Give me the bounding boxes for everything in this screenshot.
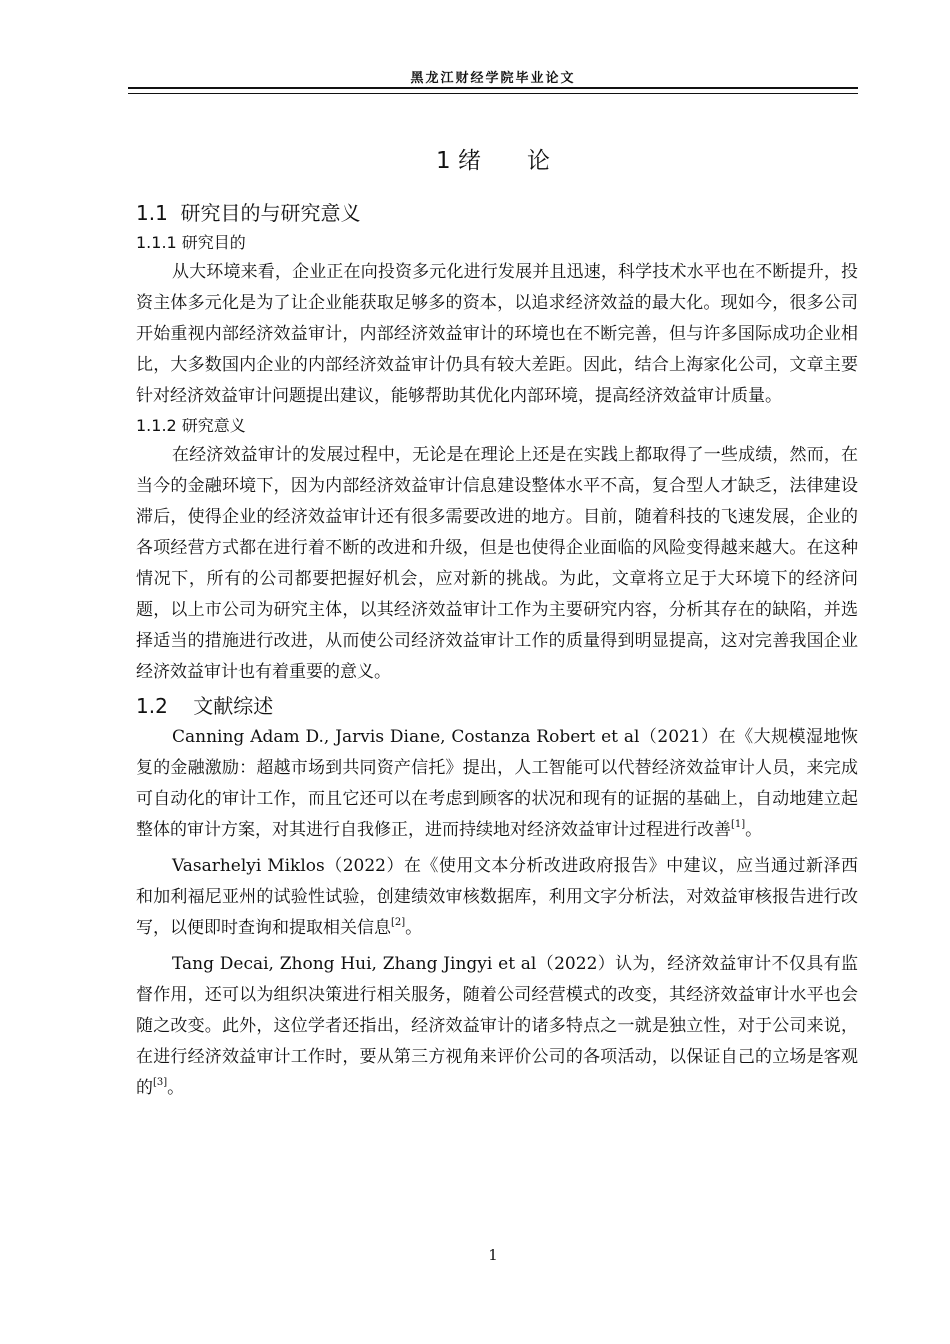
section-heading-1-2: 1.2 文献综述 (136, 694, 274, 718)
citation-ref[interactable]: [2] (391, 917, 406, 928)
sentence-end: 。 (167, 1078, 185, 1098)
literature-text: Canning Adam D., Jarvis Diane, Costanza Robert et al（2021）在《大规模湿地恢复的金融激励：超越市场到共同资产信托》提出，人工智能可以代替经济效益审计人员，来完成可自动化的审计工作，而且它还可以在考虑到顾客的状况和现有的证据的基础上，自动地建立起整体的审计方案，对其进行自我修正，进而持续地对经济效益审计过程进行改善 (136, 727, 858, 840)
sentence-end: 。 (745, 820, 763, 840)
running-header: 黑龙江财经学院毕业论文 (410, 71, 576, 86)
literature-text: Vasarhelyi Miklos（2022）在《使用文本分析改进政府报告》中建议，应当通过新泽西和加利福尼亚州的试验性试验，创建绩效审核数据库，利用文字分析法，对效益审核报告进行改写，以便即时查询和提取相关信息 (136, 856, 858, 938)
header-divider (128, 87, 858, 94)
citation-ref[interactable]: [3] (153, 1077, 168, 1088)
paragraph-literature-2 (136, 851, 858, 944)
literature-text: Tang Decai, Zhong Hui, Zhang Jingyi et al（2022）认为，经济效益审计不仅具有监督作用，还可以为组织决策进行相关服务，随着公司经营模式的改变，其经济效益审计水平也会随之改变。此外，这位学者还指出，经济效益审计的诸多特点之一就是独立性，对于公司来说，在进行经济效益审计工作时，要从第三方视角来评价公司的各项活动，以保证自己的立场是客观的 (136, 954, 858, 1098)
paragraph-research-purpose: 从大环境来看，企业正在向投资多元化进行发展并且迅速，科学技术水平也在不断提升，投资主体多元化是为了让企业能获取足够多的资本，以追求经济效益的最大化。现如今，很多公司开始重视内部经济效益审计，内部经济效益审计的环境也在不断完善，但与许多国际成功企业相比，大多数国内企业的内部经济效益审计仍具有较大差距。因此，结合上海家化公司，文章主要针对经济效益审计问题提出建议，能够帮助其优化内部环境，提高经济效益审计质量。 (136, 262, 858, 406)
sentence-end: 。 (405, 918, 423, 938)
page-number: 1 (488, 1246, 498, 1264)
citation-ref[interactable]: [1] (731, 819, 746, 830)
paragraph-research-significance: 在经济效益审计的发展过程中，无论是在理论上还是在实践上都取得了一些成绩，然而，在当今的金融环境下，因为内部经济效益审计信息建设整体水平不高，复合型人才缺乏，法律建设滞后，使得企业的经济效益审计还有很多需要改进的地方。目前，随着科技的飞速发展，企业的各项经营方式都在进行着不断的改进和升级，但是也使得企业面临的风险变得越来越大。在这种情况下，所有的公司都要把握好机会，应对新的挑战。为此，文章将立足于大环境下的经济问题，以上市公司为研究主体，以其经济效益审计工作为主要研究内容，分析其存在的缺陷，并选择适当的措施进行改进，从而使公司经济效益审计工作的质量得到明显提高，这对完善我国企业经济效益审计也有着重要的意义。 (136, 445, 858, 682)
paragraph-literature-3 (136, 949, 858, 1104)
section-heading-1-1: 1.1 研究目的与研究意义 (136, 201, 361, 225)
paragraph-literature-1 (136, 722, 858, 846)
section-heading-1-1-1: 1.1.1 研究目的 (136, 233, 246, 252)
chapter-title: 1 绪 论 (436, 148, 550, 174)
document-body (136, 197, 858, 1109)
section-heading-1-1-2: 1.1.2 研究意义 (136, 416, 246, 435)
